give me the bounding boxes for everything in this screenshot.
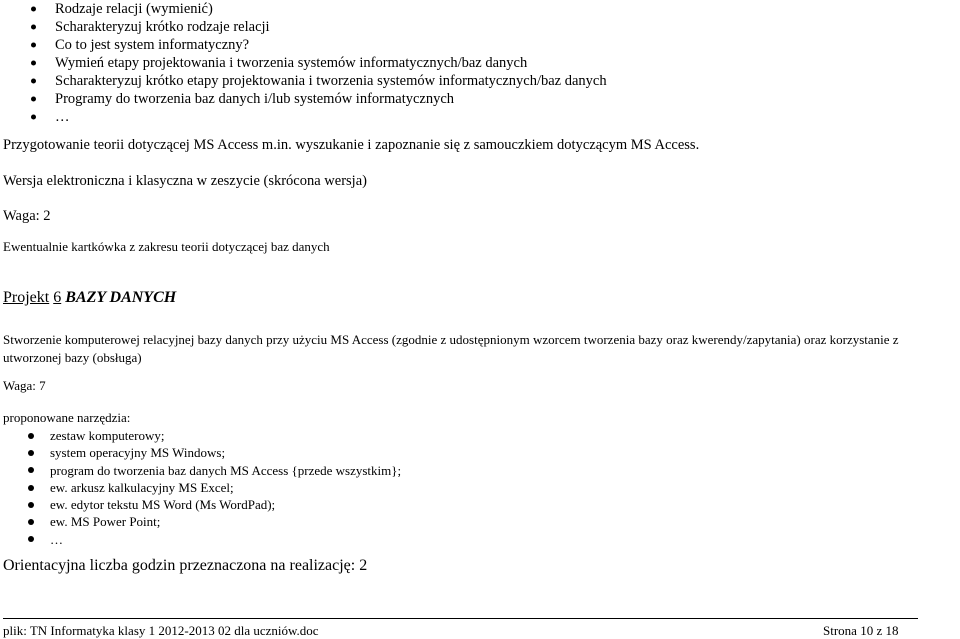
quiz-text: Ewentualnie kartkówka z zakresu teorii dotyczącej baz danych xyxy=(3,239,330,254)
list-item: … xyxy=(50,531,401,548)
list-item: ew. arkusz kalkulacyjny MS Excel; xyxy=(50,479,401,496)
project-word: Projekt xyxy=(3,289,50,306)
list-item: program do tworzenia baz danych MS Access {przede wszystkim}; xyxy=(50,462,402,478)
question-list xyxy=(55,0,607,126)
footer-filename: plik: TN Informatyka klasy 1 2012-2013 02 dla uczniów.doc xyxy=(3,623,319,638)
list-item: zestaw komputerowy; xyxy=(50,427,401,444)
weight-text: Waga: 7 xyxy=(3,378,46,393)
list-item: ew. edytor tekstu MS Word (Ms WordPad); xyxy=(50,496,401,513)
list-item: ew. MS Power Point; xyxy=(50,513,401,530)
list-item: Programy do tworzenia baz danych i/lub systemów informatycznych xyxy=(55,90,607,108)
project-heading xyxy=(3,289,176,307)
preparation-text: Przygotowanie teorii dotyczącej MS Access m.in. wyszukanie i zapoznanie się z samouczkiem dotyczącym MS Access. xyxy=(3,137,700,153)
hours-text: Orientacyjna liczba godzin przeznaczona na realizację: 2 xyxy=(3,557,368,574)
list-item: system operacyjny MS Windows; xyxy=(50,444,401,461)
project-number: 6 xyxy=(53,289,62,306)
list-item: Rodzaje relacji (wymienić) xyxy=(55,0,607,18)
footer-page-number: Strona 10 z 18 xyxy=(823,623,899,638)
tools-list xyxy=(50,427,401,548)
list-item: … xyxy=(55,108,607,126)
list-item: Scharakteryzuj krótko rodzaje relacji xyxy=(55,18,607,36)
project-title: BAZY DANYCH xyxy=(65,289,177,306)
tools-heading: proponowane narzędzia: xyxy=(3,410,131,425)
list-item: Scharakteryzuj krótko etapy projektowania i tworzenia systemów informatycznych/baz danych xyxy=(55,73,607,89)
project-description: Stworzenie komputerowej relacyjnej bazy danych przy użyciu MS Access (zgodnie z udostępnionym wzorcem tworzenia bazy oraz kwerendy/zapytania) oraz korzystanie z utworzonej bazy (obsługa) xyxy=(3,332,899,365)
list-item: Co to jest system informatyczny? xyxy=(55,36,607,54)
weight-text: Waga: 2 xyxy=(3,208,51,224)
version-text: Wersja elektroniczna i klasyczna w zeszycie (skrócona wersja) xyxy=(3,173,367,189)
footer-divider xyxy=(3,618,918,619)
list-item: Wymień etapy projektowania i tworzenia systemów informatycznych/baz danych xyxy=(55,54,607,72)
